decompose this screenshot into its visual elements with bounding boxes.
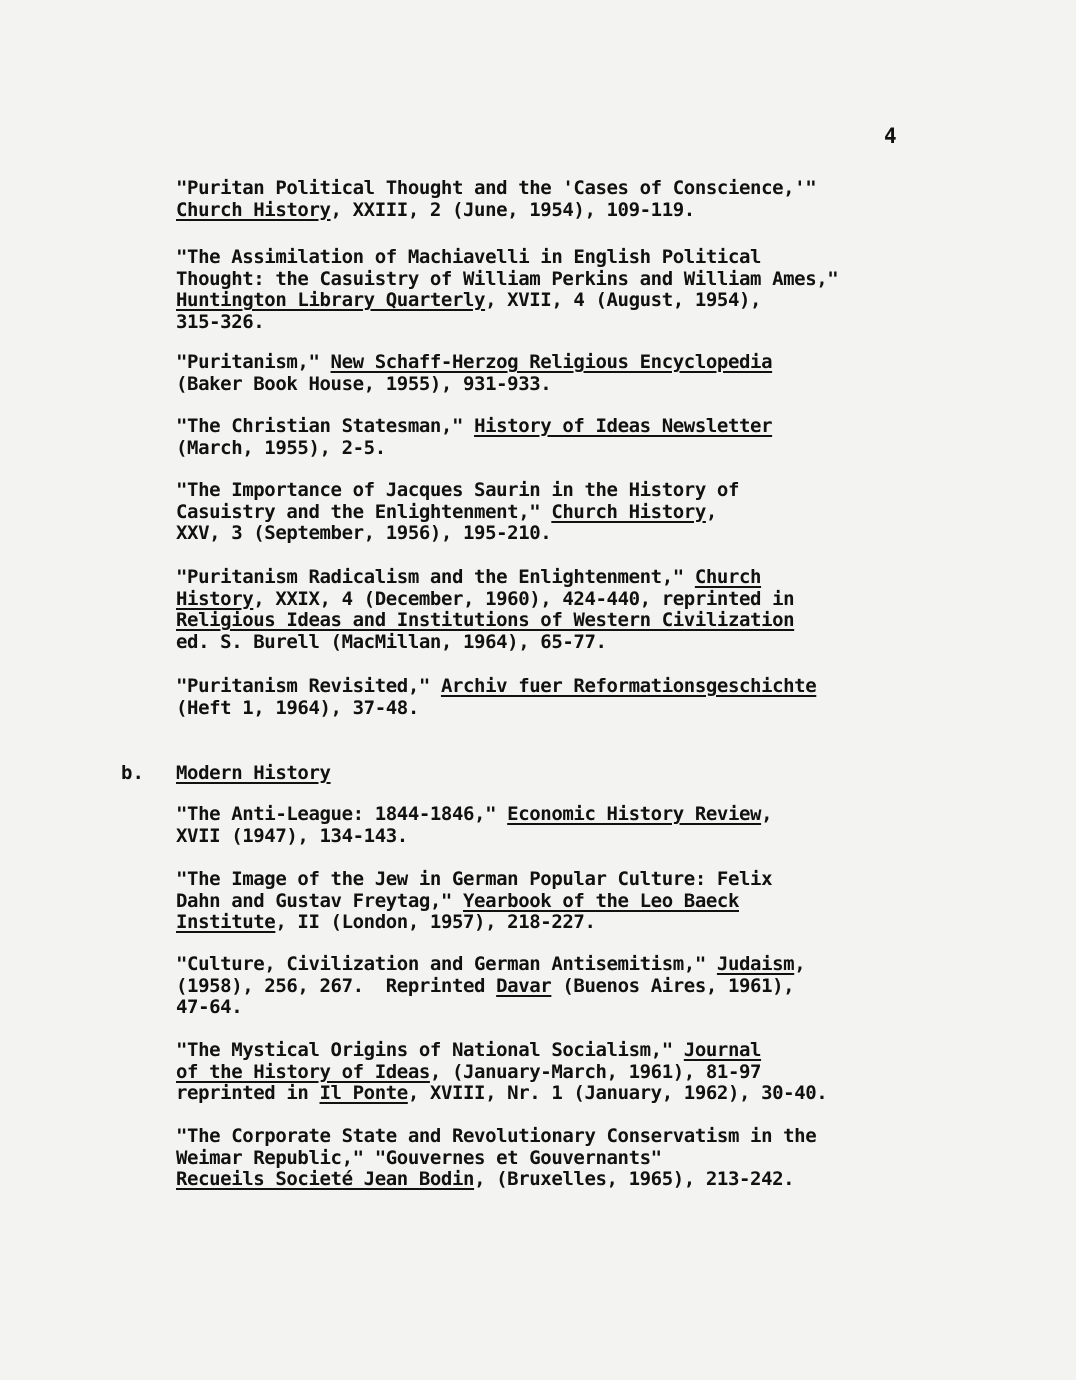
citation-text: "The Importance of Jacques Saurin in the History of bbox=[176, 479, 739, 501]
entry-line bbox=[176, 891, 976, 913]
citation-text: , (Bruxelles, 1965), 213-242. bbox=[474, 1168, 795, 1190]
bibliography-entry bbox=[176, 416, 976, 459]
bibliography-entry bbox=[176, 869, 976, 934]
section-label: b. bbox=[121, 762, 144, 784]
entry-line bbox=[176, 1169, 976, 1191]
citation-text: (March, 1955), 2-5. bbox=[176, 436, 386, 459]
citation-text: (1958), 256, 267. Reprinted bbox=[176, 974, 497, 997]
citation-text: , II (London, 1957), 218-227. bbox=[275, 911, 596, 933]
entry-line bbox=[176, 567, 976, 589]
citation-title: Religious Ideas and Institutions of Western Civilization bbox=[176, 609, 795, 631]
citation-text: "The Christian Statesman," bbox=[176, 415, 475, 437]
entry-line bbox=[176, 804, 976, 826]
entry-line bbox=[176, 676, 976, 698]
entry-line bbox=[176, 976, 976, 998]
citation-text: "The Mystical Origins of National Socialism," bbox=[176, 1039, 684, 1061]
citation-text: "The Corporate State and Revolutionary Conservatism in the bbox=[176, 1125, 817, 1147]
citation-title: Economic History Review bbox=[507, 803, 762, 825]
bibliography-entry bbox=[176, 567, 976, 653]
citation-text: "The Image of the Jew in German Popular Culture: Felix bbox=[176, 868, 773, 890]
entry-line bbox=[176, 312, 976, 334]
citation-text: Casuistry and the Enlightenment," bbox=[176, 500, 552, 523]
citation-text: 47-64. bbox=[176, 996, 243, 1018]
citation-title: Church History bbox=[176, 198, 331, 221]
entry-line bbox=[176, 698, 976, 720]
citation-text: "Culture, Civilization and German Antisemitism," bbox=[176, 953, 717, 975]
citation-text: (Buenos Aires, 1961), bbox=[551, 974, 795, 997]
citation-title: Church bbox=[694, 566, 762, 588]
bibliography-entry bbox=[176, 178, 976, 221]
citation-title: Judaism bbox=[716, 953, 795, 975]
citation-text: Weimar Republic," "Gouvernes et Gouvernants" bbox=[176, 1146, 662, 1169]
citation-text: "Puritanism Radicalism and the Enlightenment," bbox=[176, 566, 695, 588]
entry-line bbox=[176, 1062, 976, 1084]
citation-title: Church History bbox=[551, 500, 706, 523]
bibliography-entry bbox=[176, 676, 976, 719]
page-number: 4 bbox=[884, 124, 897, 148]
entry-line bbox=[176, 374, 976, 396]
entry-line bbox=[176, 1083, 976, 1105]
bibliography-entry bbox=[176, 1126, 976, 1191]
citation-text: XVII (1947), 134-143. bbox=[176, 824, 408, 847]
citation-text: 315-326. bbox=[176, 310, 265, 333]
bibliography-entry bbox=[176, 1040, 976, 1105]
citation-text: ed. S. Burell (MacMillan, 1964), 65-77. bbox=[176, 630, 607, 653]
entry-line bbox=[176, 632, 976, 654]
citation-text: Dahn and Gustav Freytag," bbox=[176, 889, 464, 912]
entry-line bbox=[176, 200, 976, 222]
citation-title: Journal bbox=[683, 1039, 762, 1061]
entry-line bbox=[176, 438, 976, 460]
citation-text: "Puritanism Revisited," bbox=[176, 675, 441, 697]
bibliography-entry bbox=[176, 954, 976, 1019]
citation-title: New Schaff-Herzog Religious Encyclopedia bbox=[330, 351, 773, 373]
entry-line bbox=[176, 826, 976, 848]
citation-title: Huntington Library Quarterly bbox=[176, 289, 486, 311]
citation-text: Thought: the Casuistry of William Perkins and William Ames," bbox=[176, 267, 839, 290]
citation-title: History of Ideas Newsletter bbox=[474, 415, 773, 437]
citation-text: "The Anti-League: 1844-1846," bbox=[176, 803, 508, 825]
citation-text: "The Assimilation of Machiavelli in English Political bbox=[176, 246, 762, 268]
citation-text: , XXIII, 2 (June, 1954), 109-119. bbox=[330, 198, 695, 221]
entry-line bbox=[176, 480, 976, 502]
section-title: Modern History bbox=[176, 762, 331, 784]
citation-text: , bbox=[761, 803, 773, 825]
entry-line bbox=[176, 1126, 976, 1148]
entry-line bbox=[176, 502, 976, 524]
citation-text: , (January-March, 1961), 81-97 bbox=[429, 1060, 762, 1083]
entry-line bbox=[176, 178, 976, 200]
citation-title: Archiv fuer Reformationsgeschichte bbox=[440, 675, 817, 697]
citation-text: , bbox=[705, 500, 717, 523]
entry-line bbox=[176, 247, 976, 269]
entry-line bbox=[176, 1040, 976, 1062]
citation-title: Institute bbox=[176, 911, 276, 933]
citation-text: , XXIX, 4 (December, 1960), 424-440, reprinted in bbox=[253, 587, 795, 610]
citation-text: reprinted in bbox=[176, 1082, 320, 1104]
entry-line bbox=[176, 954, 976, 976]
entry-line bbox=[176, 610, 976, 632]
entry-line bbox=[176, 416, 976, 438]
entry-line bbox=[176, 523, 976, 545]
citation-title: History bbox=[176, 587, 254, 610]
citation-text: , XVIII, Nr. 1 (January, 1962), 30-40. bbox=[407, 1082, 828, 1104]
citation-text: (Heft 1, 1964), 37-48. bbox=[176, 696, 419, 719]
citation-text: (Baker Book House, 1955), 931-933. bbox=[176, 372, 552, 395]
citation-text: "Puritanism," bbox=[176, 351, 331, 373]
citation-title: Yearbook of the Leo Baeck bbox=[463, 889, 739, 912]
entry-line bbox=[176, 589, 976, 611]
entry-line bbox=[176, 912, 976, 934]
citation-text: , bbox=[794, 953, 806, 975]
bibliography-entry bbox=[176, 480, 976, 545]
entry-line bbox=[176, 1148, 976, 1170]
bibliography-entry bbox=[176, 247, 976, 333]
citation-text: "Puritan Political Thought and the 'Cases of Conscience,'" bbox=[176, 177, 817, 199]
citation-text: XXV, 3 (September, 1956), 195-210. bbox=[176, 522, 552, 544]
entry-line bbox=[176, 269, 976, 291]
entry-line bbox=[176, 290, 976, 312]
bibliography-entry bbox=[176, 352, 976, 395]
entry-line bbox=[176, 869, 976, 891]
citation-title: of the History of Ideas bbox=[176, 1060, 430, 1083]
citation-title: Davar bbox=[496, 974, 552, 997]
entry-line bbox=[176, 997, 976, 1019]
citation-title: Il Ponte bbox=[319, 1082, 408, 1104]
bibliography-entry bbox=[176, 804, 976, 847]
entry-line bbox=[176, 352, 976, 374]
citation-text: , XVII, 4 (August, 1954), bbox=[485, 289, 762, 311]
citation-title: Recueils Societé Jean Bodin bbox=[176, 1168, 475, 1190]
